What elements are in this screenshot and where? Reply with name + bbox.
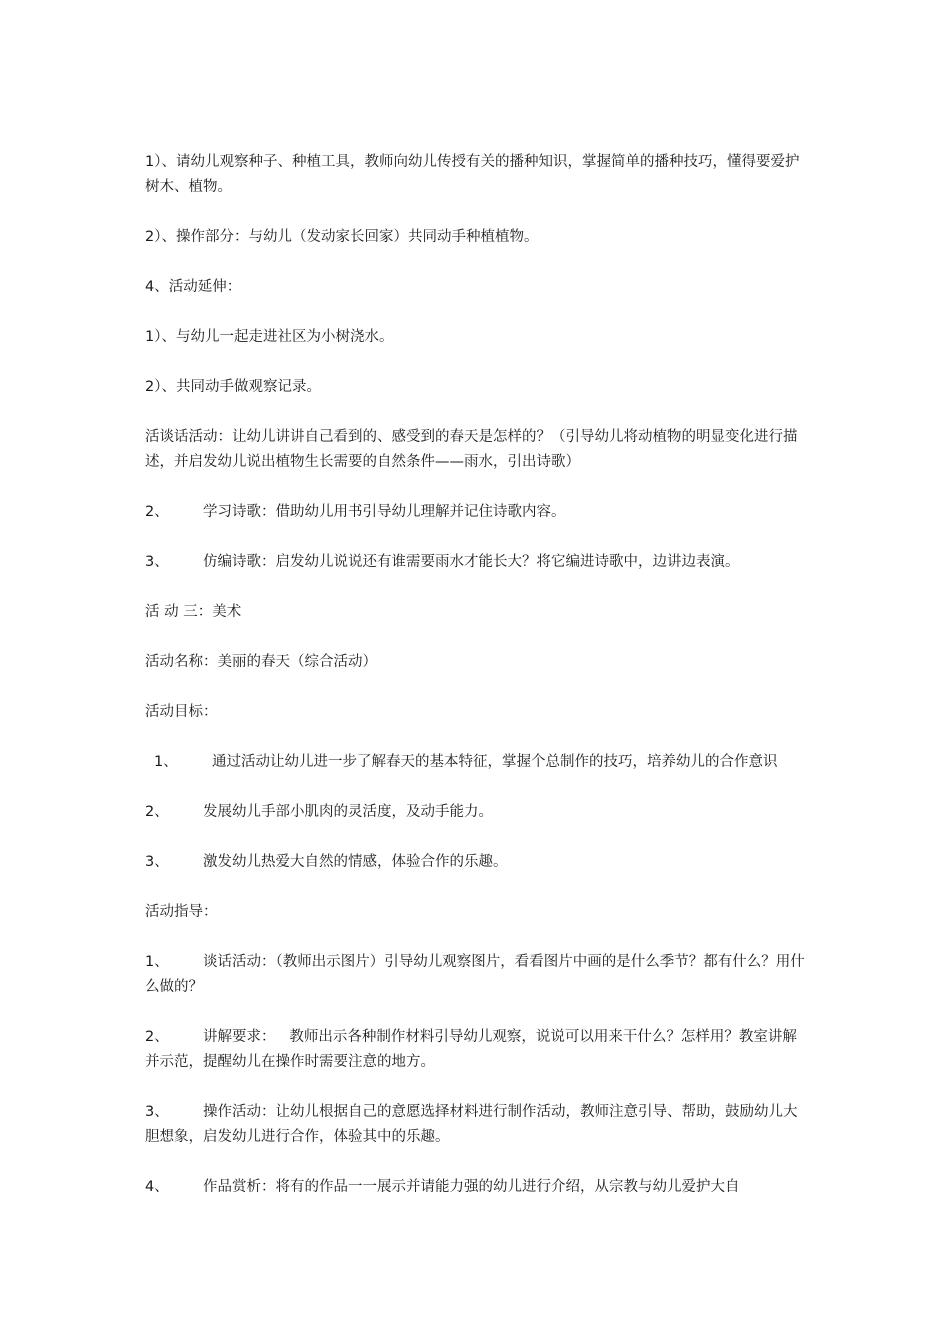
paragraph-guidance-3: 3、 操作活动：让幼儿根据自己的意愿选择材料进行制作活动，教师注意引导、帮助，鼓励幼儿大胆想象，启发幼儿进行合作，体验其中的乐趣。: [145, 1100, 810, 1150]
paragraph-sowing-observe: 1）、请幼儿观察种子、种植工具，教师向幼儿传授有关的播种知识，掌握简单的播种技巧，懂得要爱护树木、植物。: [145, 154, 800, 195]
paragraph-observation-record: 2）、共同动手做观察记录。: [145, 379, 321, 395]
paragraph-activity-name: 活动名称：美丽的春天（综合活动）: [145, 654, 377, 670]
paragraph-adapt-poem: 3、 仿编诗歌：启发幼儿说说还有谁需要雨水才能长大？将它编进诗歌中，边讲边表演。: [145, 550, 810, 575]
paragraph-talk-activity: 活谈话活动：让幼儿讲讲自己看到的、感受到的春天是怎样的？（引导幼儿将动植物的明显变化进行描述，并启发幼儿说出植物生长需要的自然条件——雨水，引出诗歌）: [145, 429, 798, 470]
paragraph-extension-heading: 4、活动延伸：: [145, 279, 242, 295]
list-number: 3、: [145, 1104, 169, 1120]
paragraph-guidance-1: 1、 谈话活动：（教师出示图片）引导幼儿观察图片，看看图片中画的是什么季节？都有什么？用什么做的？: [145, 950, 810, 1000]
paragraph-goal-1: 1、 通过活动让幼儿进一步了解春天的基本特征，掌握个总制作的技巧，培养幼儿的合作意识: [145, 750, 810, 775]
list-number: 3、: [145, 554, 169, 570]
list-number: 1、: [145, 954, 169, 970]
paragraph-watering: 1）、与幼儿一起走进社区为小树浇水。: [145, 329, 394, 345]
list-number: 4、: [145, 1179, 169, 1195]
paragraph-planting-operation: 2）、操作部分：与幼儿（发动家长回家）共同动手种植植物。: [145, 229, 539, 245]
list-number: 2、: [145, 804, 169, 820]
paragraph-guidance-2: 2、 讲解要求： 教师出示各种制作材料引导幼儿观察，说说可以用来干什么？怎样用？教室讲解并示范，提醒幼儿在操作时需要注意的地方。: [145, 1025, 810, 1075]
paragraph-guidance-heading: 活动指导：: [145, 904, 218, 920]
paragraph-goal-2: 2、 发展幼儿手部小肌肉的灵活度，及动手能力。: [145, 800, 810, 825]
list-number: 2、: [145, 1029, 169, 1045]
list-number: 2、: [145, 504, 169, 520]
paragraph-goal-3: 3、 激发幼儿热爱大自然的情感，体验合作的乐趣。: [145, 850, 810, 875]
paragraph-guidance-4: 4、 作品赏析：将有的作品一一展示并请能力强的幼儿进行介绍，从宗教与幼儿爱护大自: [145, 1175, 810, 1200]
document-page: [145, 150, 810, 1225]
list-number: 3、: [145, 854, 169, 870]
list-number: 1、: [154, 754, 178, 770]
paragraph-goals-heading: 活动目标：: [145, 704, 218, 720]
paragraph-learn-poem: 2、 学习诗歌：借助幼儿用书引导幼儿理解并记住诗歌内容。: [145, 500, 810, 525]
section-heading-activity-three: 活 动 三：美术: [145, 604, 242, 620]
